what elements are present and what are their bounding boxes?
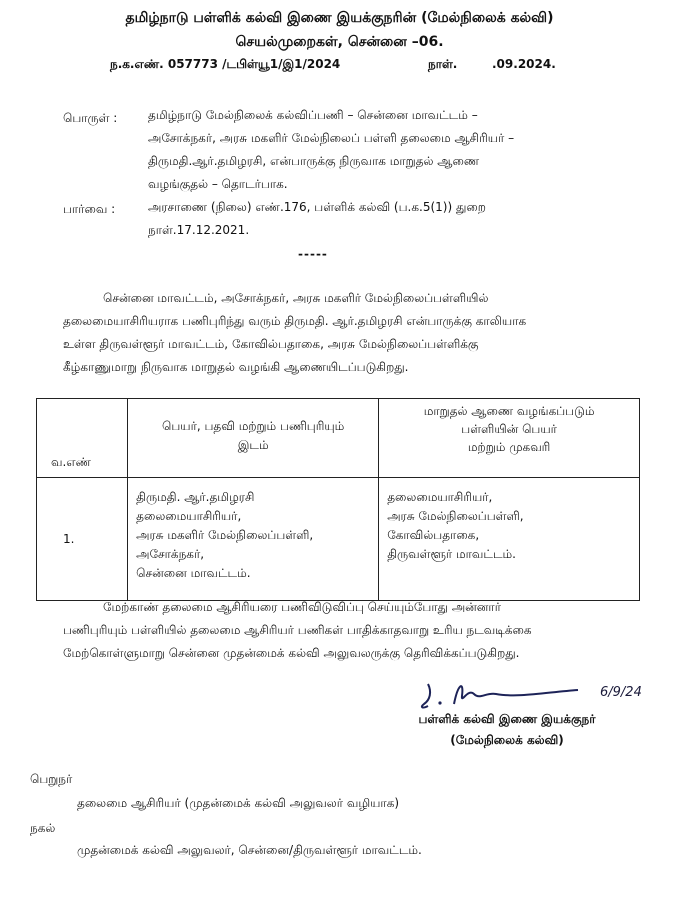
copy-text: முதன்மைக் கல்வி அலுவலர், சென்னை/திருவள்ளூர் மாவட்டம். [77,843,422,857]
paragraph-line: கீழ்காணுமாறு நிருவாக மாறுதல் வழங்கி ஆணையிடப்படுகிறது. [63,360,409,374]
signatory-subtitle: (மேல்நிலைக் கல்வி) [450,733,564,747]
subject-text [148,104,646,196]
separator: ----- [298,247,328,261]
signatory-title: பள்ளிக் கல்வி இணை இயக்குநர் [418,712,596,726]
paragraph-line: பணிபுரியும் பள்ளியில் தலைமை ஆசிரியர் பணிகள் பாதிக்காதவாறு உரிய நடவடிக்கை [63,623,532,637]
reference-line-item: அரசாணை (நிலை) எண்.176, பள்ளிக் கல்வி (ப.க.5(1)) துறை [148,200,486,214]
signature-date: 6/9/24 [600,685,642,700]
row-serial: 1. [37,478,128,601]
reference-line-item: நாள்.17.12.2021. [148,223,250,237]
subject-line: திருமதி.ஆர்.தமிழரசி, என்பாருக்கு நிருவாக மாறுதல் ஆணை [148,154,480,168]
new-posting-line: திருவள்ளூர் மாவட்டம். [387,547,516,561]
date-value: .09.2024. [492,57,556,71]
transfer-table [36,398,640,601]
current-posting-line: அசோக்நகர், [136,547,205,561]
recipient-label: பெறுநர் [30,772,73,786]
subject-line: வழங்குதல் – தொடர்பாக. [148,177,288,191]
header-serial: வ.எண் [37,399,128,478]
header-school-line: மற்றும் முகவரி [467,440,551,454]
reference-label: பார்வை : [63,202,116,216]
header-name-line: பெயர், பதவி மற்றும் பணிபுரியும் [162,419,345,433]
current-posting-line: அரசு மகளிர் மேல்நிலைப்பள்ளி, [136,528,314,542]
current-posting-line: திருமதி. ஆர்.தமிழரசி [136,490,255,504]
office-title: தமிழ்நாடு பள்ளிக் கல்வி இணை இயக்குநரின் (மேல்நிலைக் கல்வி) [125,10,554,26]
current-posting [128,478,379,601]
current-posting-line: தலைமையாசிரியர், [136,509,242,523]
header-school [379,399,640,478]
paragraph-line: மேற்கொள்ளுமாறு சென்னை முதன்மைக் கல்வி அலுவலருக்கு தெரிவிக்கப்படுகிறது. [63,646,520,660]
subject-line: அசோக்நகர், அரசு மகளிர் மேல்நிலைப் பள்ளி தலைமை ஆசிரியர் – [148,131,515,145]
new-posting-line: கோவில்பதாகை, [387,528,480,542]
new-posting-line: தலைமையாசிரியர், [387,490,493,504]
current-posting-line: சென்னை மாவட்டம். [136,566,251,580]
header-school-line: பள்ளியின் பெயர் [461,422,557,436]
proceedings-title: செயல்முறைகள், சென்னை –06. [235,34,444,50]
paragraph-line: உள்ள திருவள்ளூர் மாவட்டம், கோவில்பதாகை, அரசு மேல்நிலைப்பள்ளிக்கு [63,337,479,351]
recipient-text: தலைமை ஆசிரியர் (முதன்மைக் கல்வி அலுவலர் வழியாக) [77,796,400,810]
header-name-line: இடம் [237,438,269,452]
reference-text [148,196,646,242]
table-header-row [37,399,640,478]
new-posting [379,478,640,601]
header-school-line: மாறுதல் ஆணை வழங்கப்படும் [423,404,595,418]
header-name [128,399,379,478]
copy-label: நகல் [30,821,56,835]
subject-line: தமிழ்நாடு மேல்நிலைக் கல்விப்பணி – சென்னை மாவட்டம் – [148,108,478,122]
paragraph-line: தலைமையாசிரியராக பணிபுரிந்து வரும் திருமதி. ஆர்.தமிழரசி என்பாருக்கு காலியாக [63,314,527,328]
reference-number: ந.க.எண். 057773 /டபிள்யூ1/இ1/2024 [110,57,341,71]
subject-label: பொருள் : [63,111,118,125]
paragraph-line: சென்னை மாவட்டம், அசோக்நகர், அரசு மகளிர் மேல்நிலைப்பள்ளியில் [103,291,489,305]
body-paragraph-1 [63,287,647,379]
paragraph-line: மேற்காண் தலைமை ஆசிரியரை பணிவிடுவிப்பு செய்யும்போது அன்னார் [103,600,501,614]
new-posting-line: அரசு மேல்நிலைப்பள்ளி, [387,509,524,523]
body-paragraph-2 [63,596,647,665]
table-row [37,478,640,601]
date-label: நாள். [428,57,458,71]
